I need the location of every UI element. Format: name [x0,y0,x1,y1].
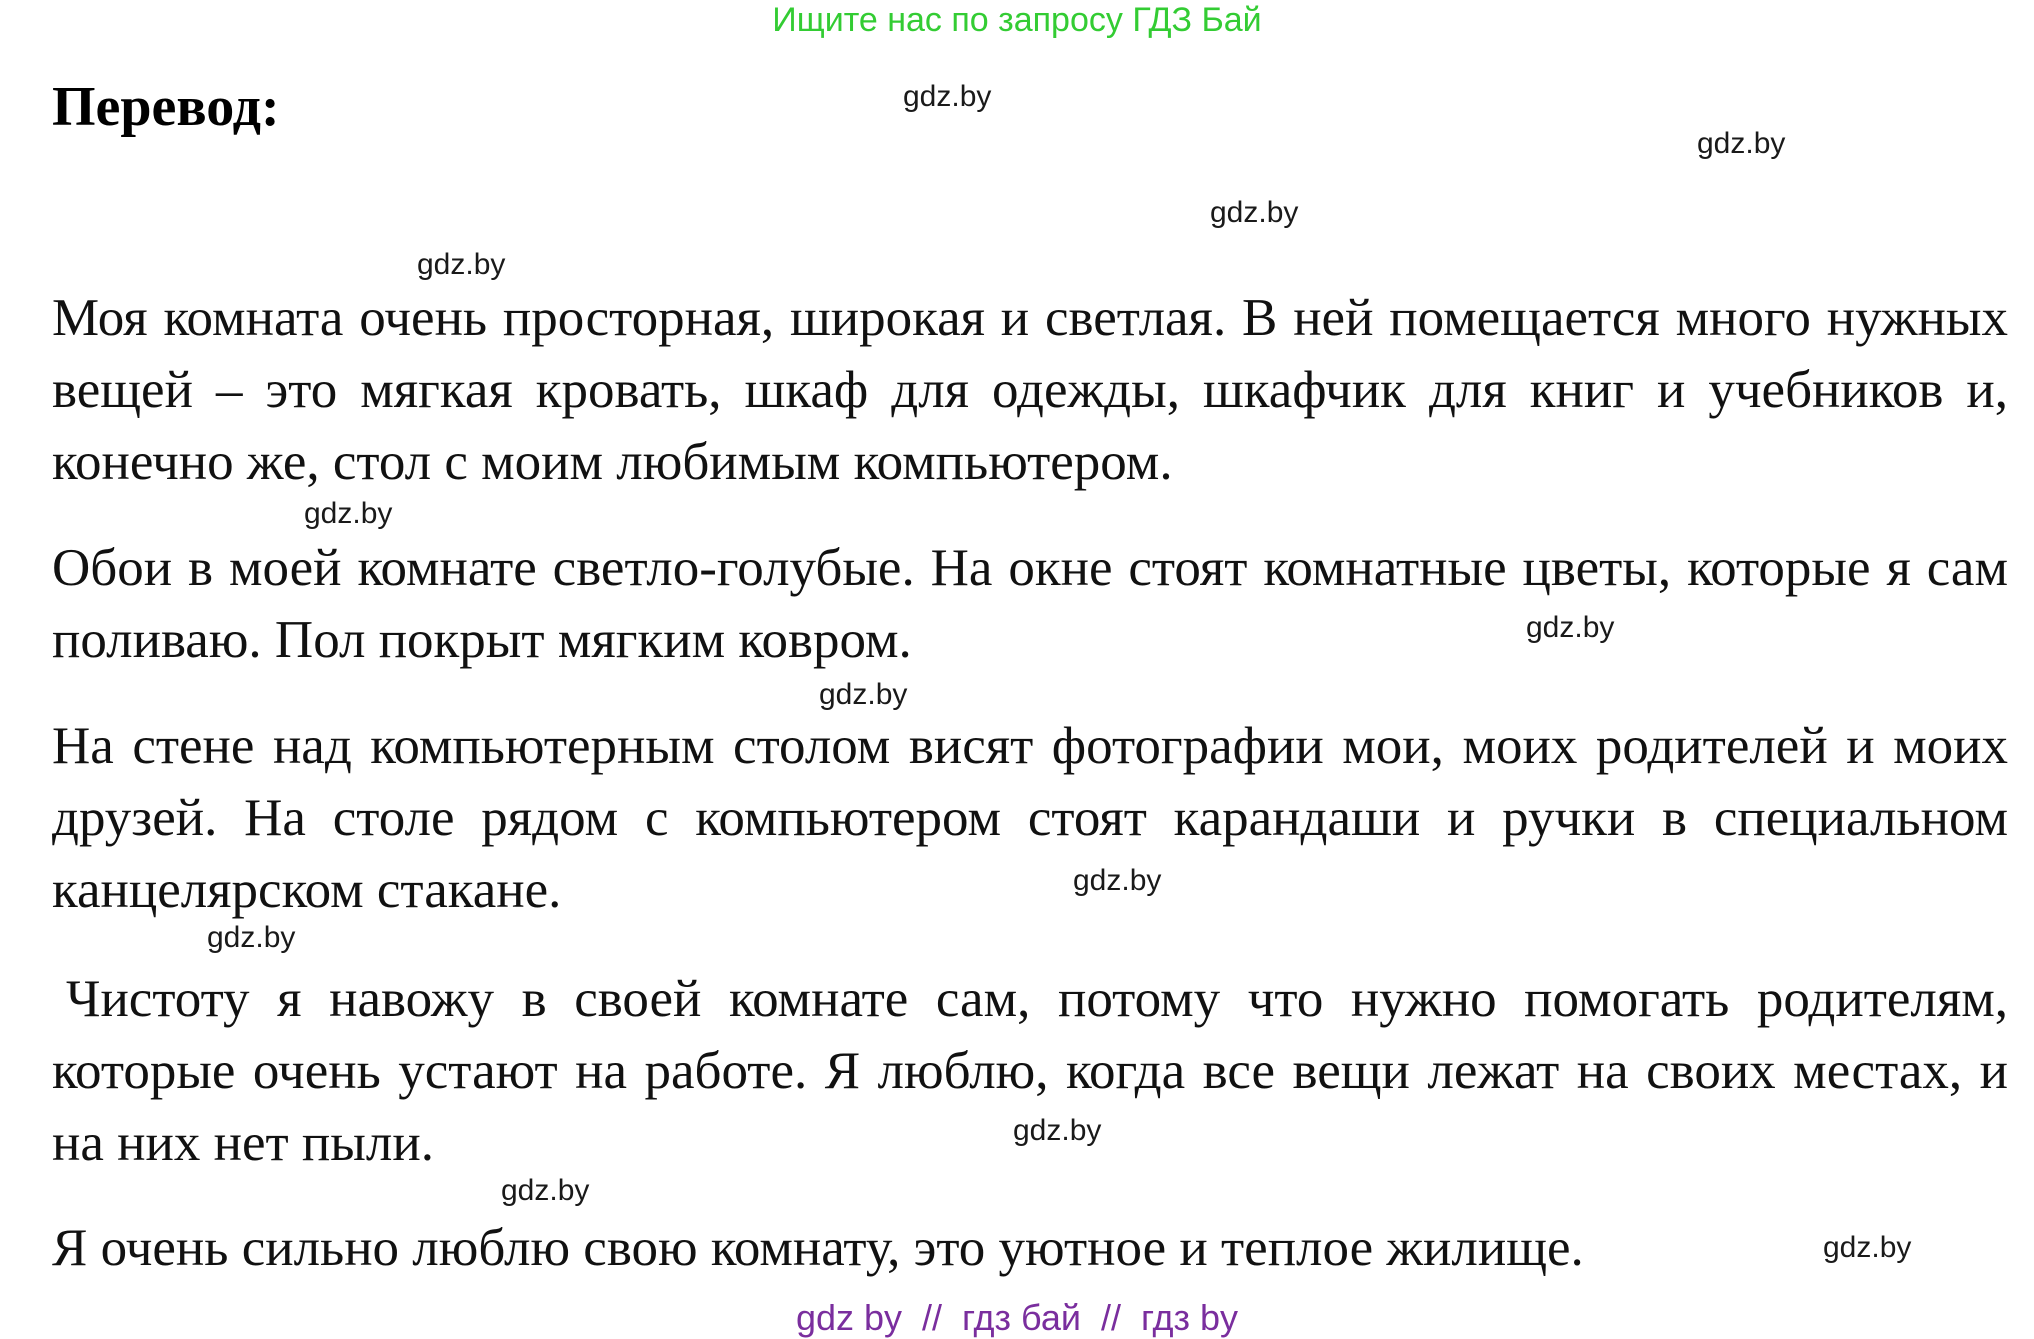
watermark: gdz.by [1013,1114,1102,1147]
watermark: gdz.by [207,921,296,954]
watermark: gdz.by [903,80,992,113]
watermark: gdz.by [1210,196,1299,229]
watermark: gdz.by [1073,864,1162,897]
watermark: gdz.by [819,678,908,711]
paragraph-5: Я очень сильно люблю свою комнату, это уютное и теплое жилище. [52,1219,1584,1277]
watermark: gdz.by [304,497,393,530]
watermark: gdz.by [1697,127,1786,160]
watermark: gdz.by [1526,611,1615,644]
watermark: gdz.by [417,248,506,281]
paragraph-2: Обои в моей комнате светло-голубые. На окне стоят комнатные цветы, которые я сам поливаю. Пол покрыт мягким ковром. [52,539,2008,669]
paragraph-4: Чистоту я навожу в своей комнате сам, потому что нужно помогать родителям, которые очень устают на работе. Я люблю, когда все вещи лежат на своих местах, и на них нет пыли. [52,970,2008,1172]
footer-links: gdz by // гдз бай // гдз by [795,1297,1239,1338]
page-title: Перевод: [52,76,280,138]
watermark: gdz.by [501,1174,590,1207]
watermark: gdz.by [1823,1231,1912,1264]
paragraph-1: Моя комната очень просторная, широкая и светлая. В ней помещается много нужных вещей – это мягкая кровать, шкаф для одежды, шкафчик для книг и учебников и, конечно же, стол с моим любимым компьютером. [52,289,2008,491]
top-banner: Ищите нас по запросу ГДЗ Бай [772,1,1262,39]
paragraph-3: На стене над компьютерным столом висят фотографии мои, моих родителей и моих друзей. На столе рядом с компьютером стоят карандаши и ручки в специальном канцелярском стакане. [52,717,2008,919]
